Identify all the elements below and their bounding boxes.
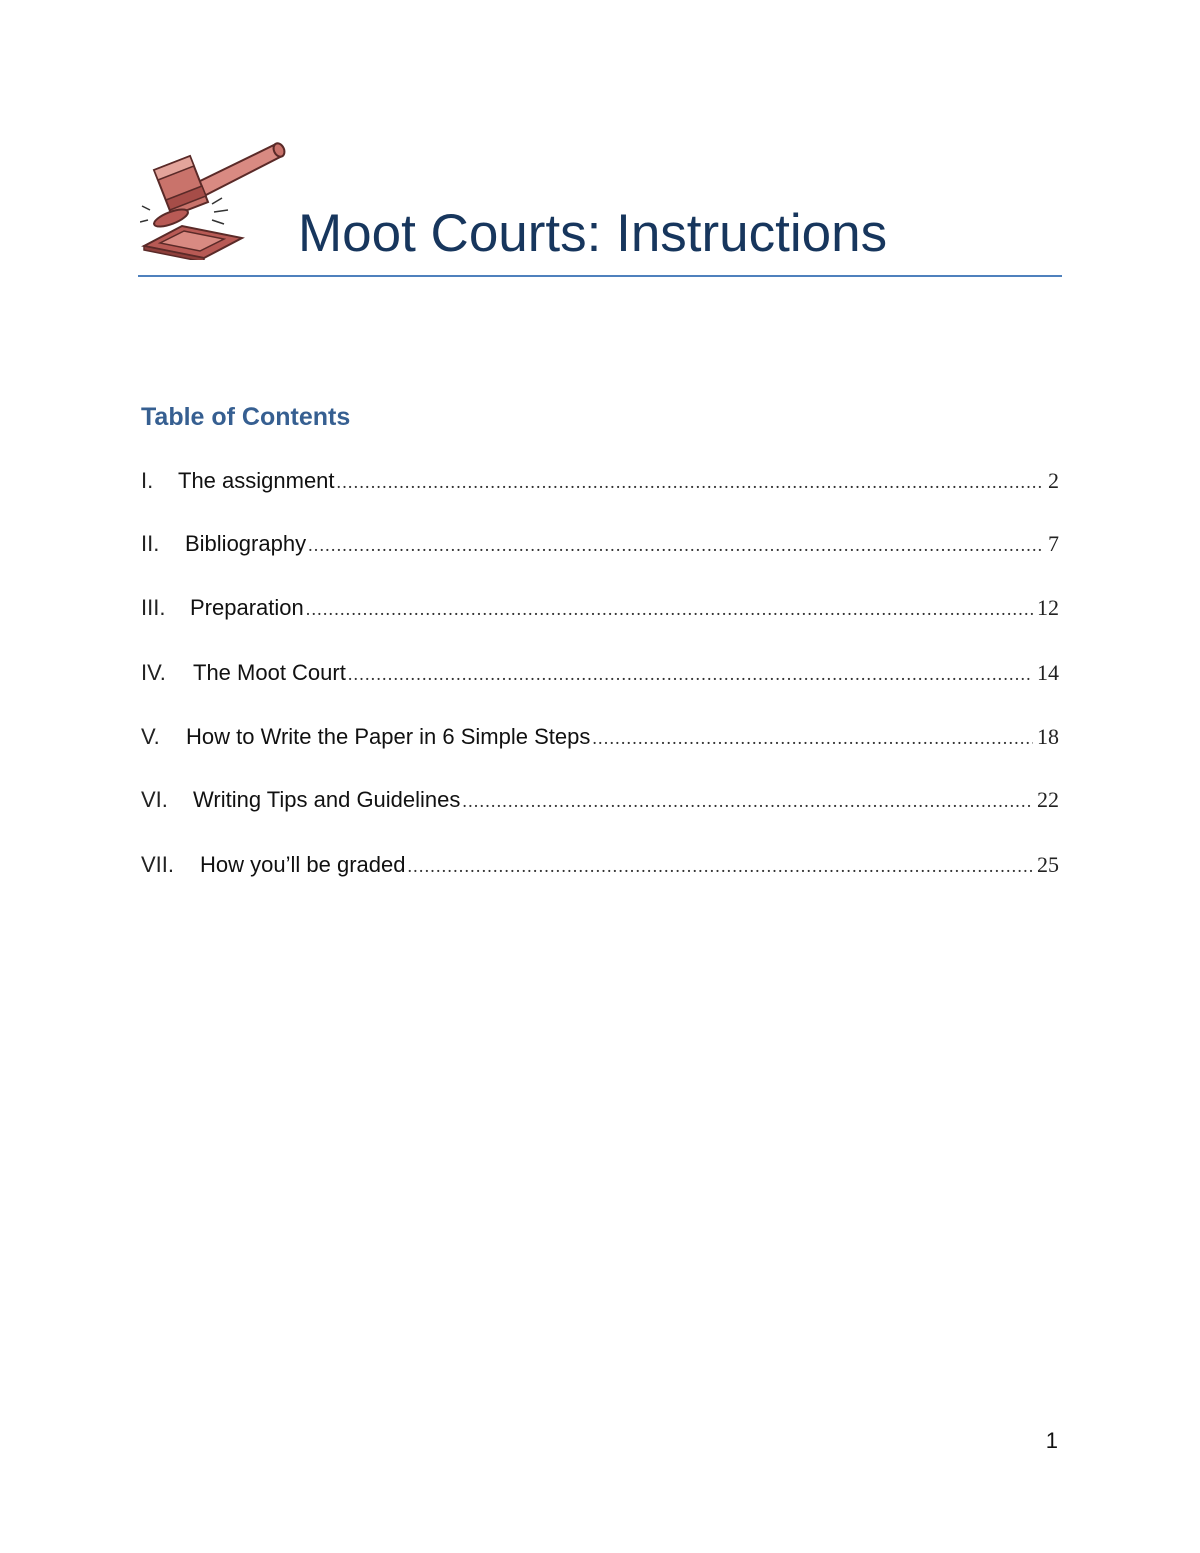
- toc-entry-bibliography[interactable]: [141, 527, 1059, 561]
- toc-entry-number: III.: [141, 595, 166, 620]
- toc-dot-leader: [337, 465, 1044, 499]
- document-title: Moot Courts: Instructions: [298, 204, 888, 263]
- toc-entry-page: 18: [1037, 724, 1059, 749]
- toc-entry-number: V.: [141, 724, 160, 749]
- toc-entry-writing-tips[interactable]: [141, 783, 1059, 817]
- toc-entry-page: 25: [1037, 852, 1059, 877]
- toc-dot-leader: [407, 849, 1033, 883]
- toc-entry-number: I.: [141, 468, 154, 493]
- toc-entry-label: Bibliography: [185, 531, 307, 556]
- toc-entry-grading[interactable]: [141, 848, 1059, 882]
- toc-dot-leader: [348, 657, 1033, 691]
- title-divider: [138, 275, 1062, 277]
- toc-entry-number: VI.: [141, 787, 168, 812]
- toc-entry-number: II.: [141, 531, 160, 556]
- toc-entry-moot-court[interactable]: [141, 656, 1059, 690]
- toc-entry-number: IV.: [141, 660, 166, 685]
- gavel-icon: [140, 138, 286, 260]
- toc-dot-leader: [308, 528, 1044, 562]
- toc-dot-leader: [462, 784, 1033, 818]
- toc-entry-page: 7: [1048, 531, 1059, 556]
- toc-entry-label: The Moot Court: [193, 660, 346, 685]
- toc-entry-label: How you’ll be graded: [200, 852, 406, 877]
- toc-entry-label: Preparation: [190, 595, 304, 620]
- toc-entry-page: 14: [1037, 660, 1059, 685]
- toc-entry-label: How to Write the Paper in 6 Simple Steps: [186, 724, 591, 749]
- toc-entry-label: The assignment: [178, 468, 335, 493]
- toc-entry-assignment[interactable]: [141, 464, 1059, 498]
- toc-entry-label: Writing Tips and Guidelines: [193, 787, 461, 812]
- toc-heading: Table of Contents: [141, 403, 351, 431]
- toc-entry-page: 12: [1037, 595, 1059, 620]
- toc-entry-page: 2: [1048, 468, 1059, 493]
- toc-entry-number: VII.: [141, 852, 175, 877]
- toc-dot-leader: [306, 592, 1033, 626]
- toc-dot-leader: [592, 721, 1033, 755]
- toc-entry-page: 22: [1037, 787, 1059, 812]
- toc-entry-preparation[interactable]: [141, 591, 1059, 625]
- toc-entry-write-paper[interactable]: [141, 720, 1059, 754]
- page-number: 1: [1045, 1428, 1058, 1453]
